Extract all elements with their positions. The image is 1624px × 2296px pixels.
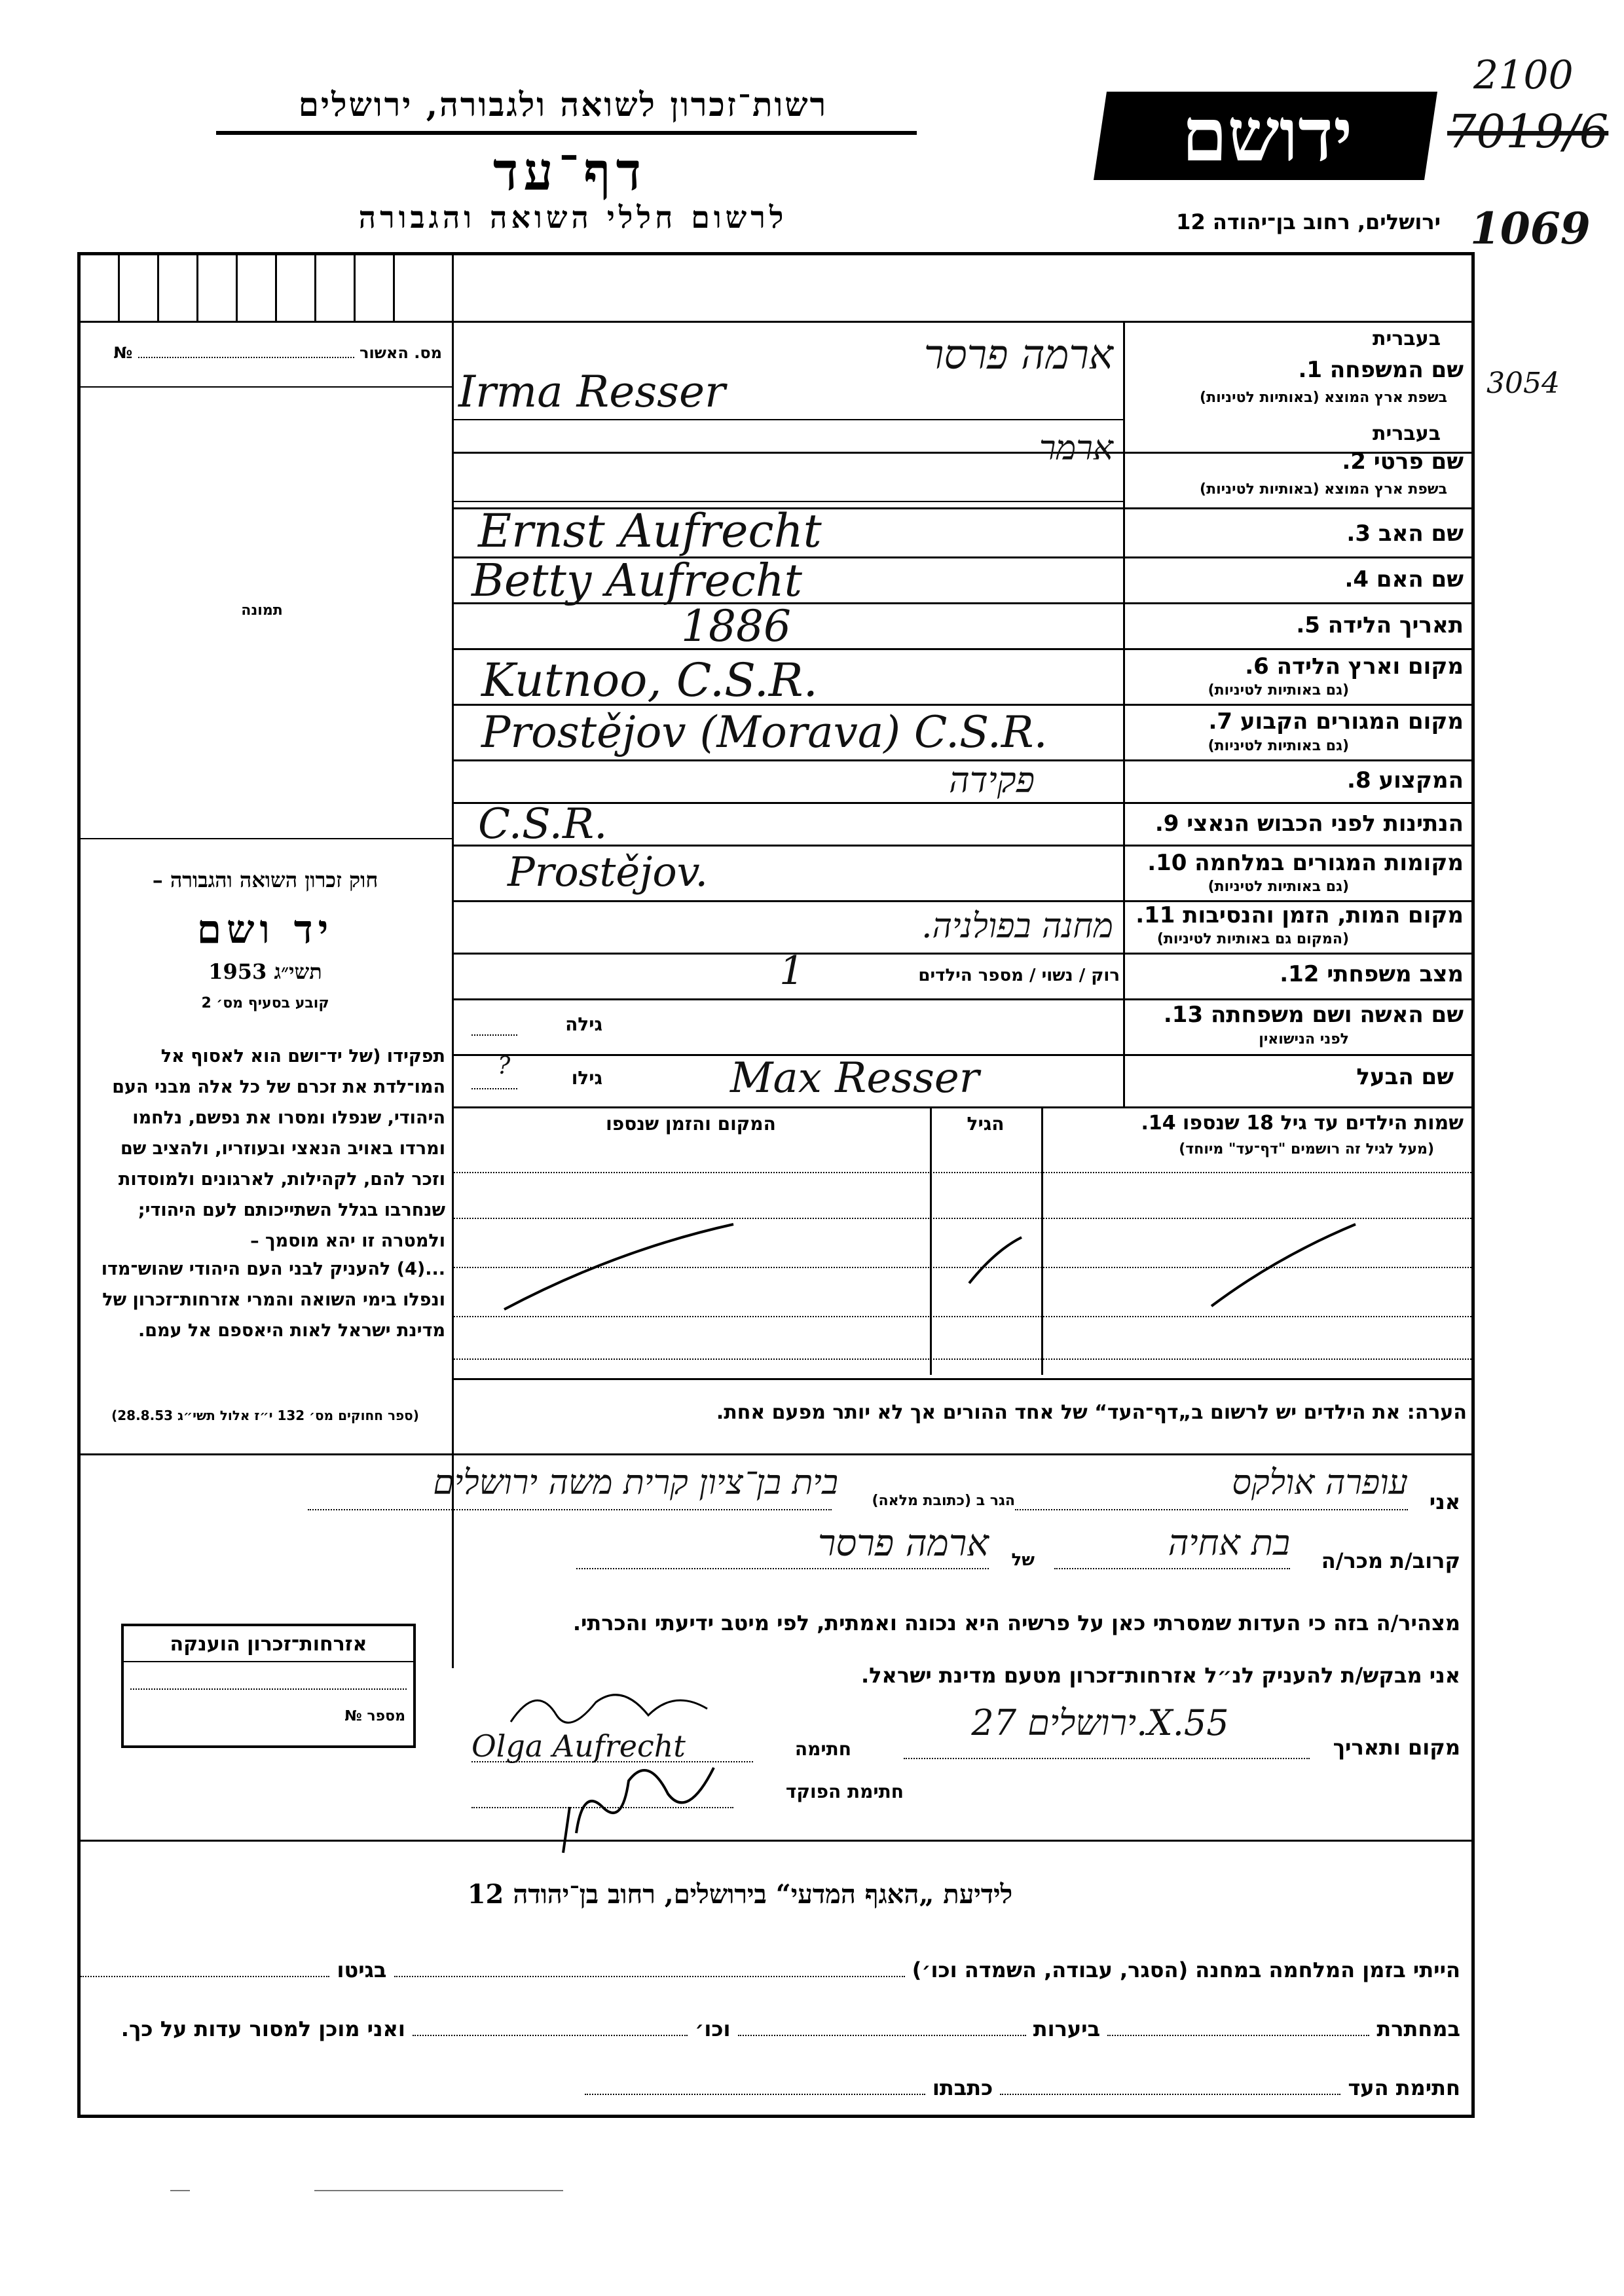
header-address: ירושלים, רחוב בן־יהודה 12: [1176, 210, 1441, 234]
field-8-label: המקצוע 8.: [1347, 767, 1464, 793]
field-6-value: Kutnoo, C.S.R.: [481, 653, 818, 707]
declaration-i-label: אני: [1429, 1489, 1460, 1514]
field-13-age-label: גילה: [565, 1013, 602, 1035]
declaration-statement-1: מצהיר/ה בזה כי העדות שמסרתי כאן על פרשיה היא נכונה ואמתית, לפי מיטב ידיעתי והכרתי.: [572, 1611, 1460, 1635]
citizenship-box: [121, 1624, 416, 1748]
declaration-lives-label: הגר ב (כתובת מלאה): [872, 1493, 1015, 1509]
field-13-label: שם האשה ושם משפחתה 13.: [1163, 1002, 1464, 1028]
field-7-value: Prostějov (Morava) C.S.R.: [481, 707, 1048, 757]
field-2-sublabel: בשפת ארץ המוצא (באותיות לטיניות): [1200, 481, 1447, 498]
logo-text: ידושם: [1181, 92, 1353, 178]
field-10-label: מקומות המגורים במלחמה 10.: [1147, 850, 1464, 876]
declaration-relative-label: קרוב/ת מכר/ה: [1321, 1548, 1460, 1573]
field-12-value: 1: [779, 948, 805, 994]
authority-title: רשות־זכרון לשואה ולגבורה, ירושלים: [298, 85, 828, 124]
field-2-value-hebrew: ארמר: [1039, 429, 1113, 468]
field-11-label: מקום המות, הזמן והנסיבות 11.: [1135, 902, 1464, 928]
field-8-value: פקידה: [949, 759, 1035, 801]
signature-scribble: [498, 1676, 773, 1859]
children-sublabel: (מעל לגיל זה רושמים "דף־עד" מיוחד): [1179, 1141, 1434, 1157]
authority-underline: [216, 131, 917, 135]
field-1-value-latin: Irma Resser: [458, 367, 726, 417]
husband-label: שם הבעל: [1356, 1064, 1454, 1090]
field-11-sublabel: (המקום גם באותיות לטיניות): [1156, 931, 1349, 947]
yad-vashem-logo: [1087, 85, 1441, 183]
children-strikeout-strokes: [452, 1172, 1473, 1368]
photo-label: תמונה: [241, 602, 283, 619]
field-9-label: הנתינות לפני הכבוש הנאצי 9.: [1154, 811, 1464, 837]
field-6-sublabel: (גם באותיות לטיניות): [1208, 682, 1349, 699]
law-reference: (ספר חחוקים מס׳ 132 י״ז אלול תשי״ג 28.8.53): [111, 1408, 419, 1423]
law-title: חוק זכרון השואה והגבורה –: [152, 867, 378, 892]
field-5-value: 1886: [681, 601, 791, 651]
footer-line-3: חתימת העד כתבתו: [537, 2075, 1460, 2100]
field-11-value: מחנה בפולניה.: [921, 907, 1113, 946]
field-12-prompt: רוק / נשוי / מספר הילדים: [918, 966, 1120, 985]
signature-value: Olga Aufrecht: [471, 1728, 686, 1764]
field-9-value: C.S.R.: [478, 800, 608, 848]
husband-age-label: גילו: [571, 1067, 602, 1089]
form-subtitle: לרשום חללי השואה והגבורה: [358, 200, 788, 235]
field-13-sublabel: לפני הנישואין: [1259, 1031, 1349, 1048]
law-text-2: ...(4) להעניק לבני העם היהודי שהוש־מדו ונפלו בימי השואה והמרי אזרחות־זכרון של מדינת ישראל לאות היאספם אל עמם.: [101, 1259, 445, 1341]
citizenship-box-title: אזרחות־זכרון הוענקה: [124, 1626, 413, 1662]
field-7-sublabel: (גם באותיות לטיניות): [1208, 738, 1349, 754]
field-3-value: Ernst Aufrecht: [478, 504, 822, 558]
place-date-value: ירושלים 27.X.55: [971, 1702, 1229, 1743]
law-name: יד ושם: [196, 907, 334, 953]
citizenship-box-number: מספר №: [344, 1708, 405, 1724]
signature-label: חתימה: [794, 1738, 851, 1760]
field-3-label: שם האב 3.: [1346, 520, 1464, 547]
approval-number-label: מס. האשור №: [113, 344, 442, 362]
field-1-value-hebrew: ארמה פרסר: [923, 331, 1113, 378]
footer-line-1: הייתי בזמן המלחמה במחנה (הסגר, עבודה, השמדה וכו׳) בגיטו: [92, 1958, 1460, 1982]
field-1-sublabel: בשפת ארץ המוצא (באותיות לטיניות): [1200, 390, 1447, 406]
field-7-label: מקום המגורים הקבוע 7.: [1208, 708, 1464, 735]
place-date-label: מקום ותאריך: [1333, 1735, 1460, 1760]
footer-line-2: במחתרת ביערות וכו׳ ואני מוכן למסור עדות על כך.: [120, 2016, 1460, 2041]
field-1-label: שם המשפחה 1.: [1298, 357, 1464, 383]
form-title: דף־עד: [492, 141, 647, 202]
husband-age-value: ?: [498, 1053, 511, 1080]
field-10-sublabel: (גם באותיות לטיניות): [1208, 879, 1349, 895]
husband-value: Max Resser: [730, 1054, 980, 1102]
field-12-label: מצב משפחתי 12.: [1280, 961, 1464, 987]
footer-notice: לידיעת „האגף המדעי“ בירושלים, רחוב בן־יהודה 12: [467, 1879, 1013, 1910]
corner-number-crossed: 7019/6: [1447, 105, 1609, 158]
declaration-lives-value: בית בן־ציון קרית משה ירושלים: [433, 1463, 838, 1503]
field-5-label: תאריך הלידה 5.: [1296, 612, 1464, 638]
field-6-label: מקום וארץ הלידה 6.: [1245, 653, 1464, 680]
margin-number: 3054: [1486, 367, 1560, 400]
field-4-label: שם האם 4.: [1344, 566, 1464, 592]
law-text-1: תפקידו (של יד־ושם הוא לאסוף אל המו־לדת את זכרם של כל אלה מבני העם היהודי, שנפלו ומסרו את נפשם, נלחמו ומרדו באויב הנאצי ובעוזריו, ולהציב שם וזכר להם, לקהילות, לארגונים ולמוסדות שנחרבו בגלל השתייכותם לעם היהודי; ולמטרה זו יהא מוסמך –: [112, 1046, 445, 1251]
field-2-heb-tag: בעברית: [1373, 422, 1441, 445]
law-clause: קובע בסעיף מס׳ 2: [201, 995, 329, 1011]
law-year: תשי״ג 1953: [208, 959, 322, 984]
field-2-label: שם פרטי 2.: [1342, 448, 1464, 475]
children-label: שמות הילדים עד גיל 18 שנספו 14.: [1141, 1112, 1464, 1135]
corner-number-top: 2100: [1473, 52, 1574, 98]
children-note: הערה: את הילדים יש לרשום ב„דף־העד“ של אחד ההורים אך לא יותר מפעם אחת.: [716, 1401, 1467, 1424]
field-4-value: Betty Aufrecht: [471, 555, 802, 607]
declaration-relative-value: בת אחיה: [1168, 1522, 1290, 1563]
declaration-of-value: ארמה פרסר: [817, 1522, 989, 1565]
declaration-of-label: של: [1011, 1550, 1035, 1570]
official-signature-label: חתימת הפוקד: [785, 1781, 904, 1802]
declaration-statement-2: אני מבקש/ת להעניק לנ״ל אזרחות־זכרון מטעם מדינת ישראל.: [861, 1663, 1460, 1688]
declaration-i-value: עופרה אולקס: [1232, 1463, 1408, 1503]
field-10-value: Prostějov.: [507, 848, 709, 896]
field-1-heb-tag: בעברית: [1373, 327, 1441, 350]
children-col-place: המקום והזמן שנספו: [606, 1113, 776, 1135]
children-col-age: הגיל: [967, 1113, 1005, 1135]
corner-number-bottom: 1069: [1470, 203, 1591, 254]
